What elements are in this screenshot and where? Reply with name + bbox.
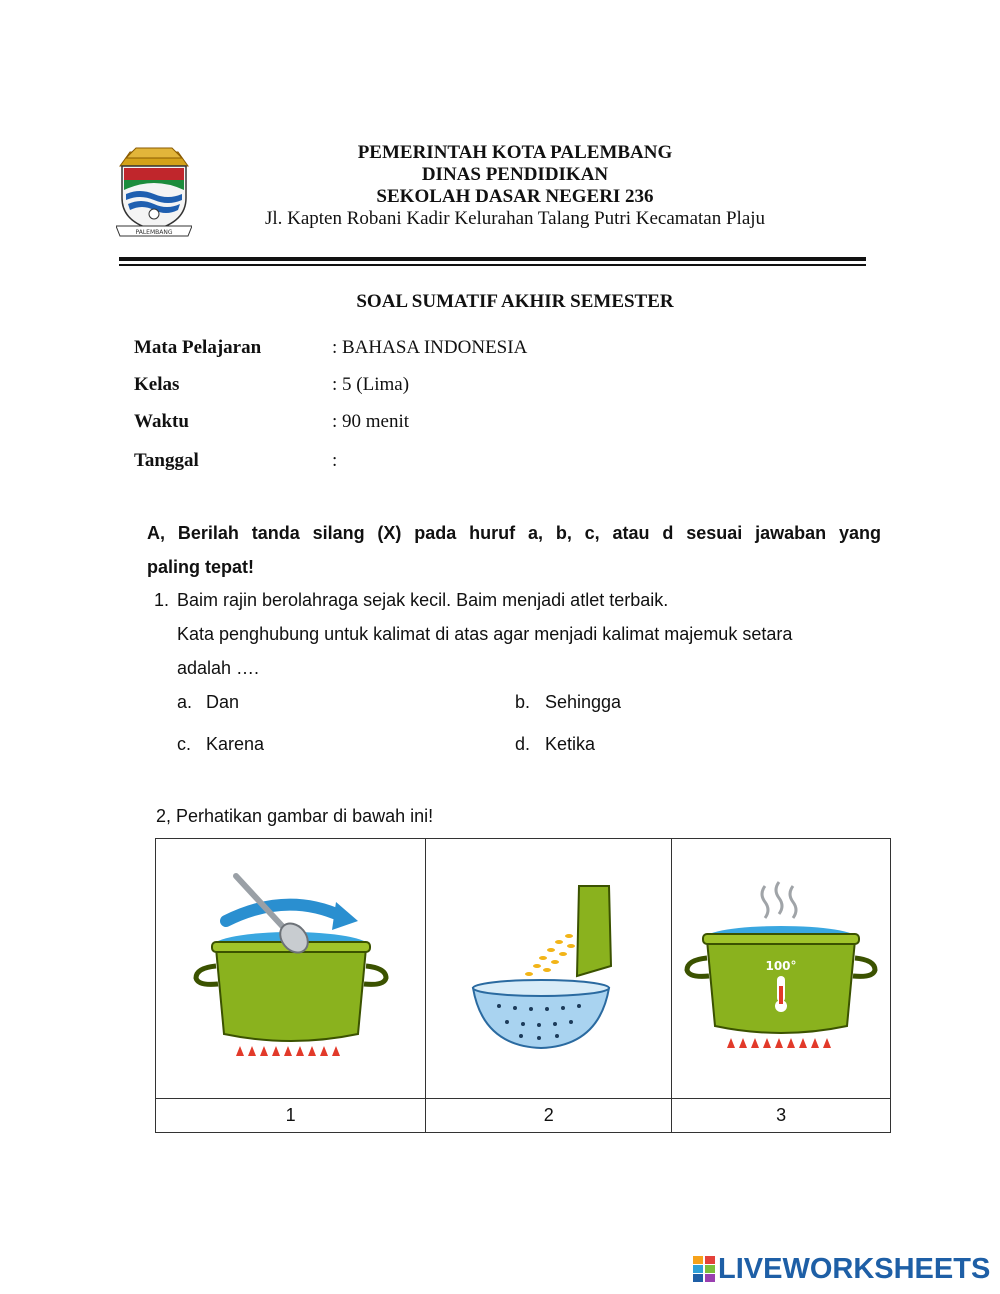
picture-number-2: 2 xyxy=(426,1099,672,1133)
option-b-letter: b. xyxy=(515,692,531,712)
info-value-subject: : BAHASA INDONESIA xyxy=(332,337,528,358)
liveworksheets-brand-text: LIVEWORKSHEETS xyxy=(718,1252,991,1285)
thermometer-label: 100° xyxy=(765,959,797,973)
instructions-line-2: paling tepat! xyxy=(147,557,254,577)
option-a-text[interactable]: Dan xyxy=(206,692,240,712)
letterhead-rule-thick xyxy=(119,257,866,261)
picture-number-3: 3 xyxy=(672,1099,891,1133)
picture-cell-3 xyxy=(672,839,891,1099)
option-c-text[interactable]: Karena xyxy=(206,734,265,754)
letterhead-government: PEMERINTAH KOTA PALEMBANG xyxy=(357,142,673,163)
logo-ribbon-text: PALEMBANG xyxy=(135,229,173,236)
info-label-time: Waktu xyxy=(134,411,189,432)
option-d-letter: d. xyxy=(515,734,531,754)
picture-cell-1 xyxy=(156,839,426,1099)
info-label-date: Tanggal xyxy=(134,450,199,471)
info-value-class: : 5 (Lima) xyxy=(332,374,410,395)
question-2-text: 2, Perhatikan gambar di bawah ini! xyxy=(156,806,434,826)
letterhead-address: Jl. Kapten Robani Kadir Kelurahan Talang Putri Kecamatan Plaju xyxy=(264,208,766,229)
picture-cell-2 xyxy=(426,839,672,1099)
info-value-date: : xyxy=(332,450,338,471)
instructions-line-1: A, Berilah tanda silang (X) pada huruf a, b, c, atau d sesuai jawaban yang xyxy=(147,523,881,543)
info-value-time: : 90 menit xyxy=(332,411,410,432)
option-a-letter: a. xyxy=(177,692,193,712)
pot-boiling-icon xyxy=(681,866,881,1066)
colander-rice-icon xyxy=(459,866,639,1066)
letterhead-rule-thin xyxy=(119,264,866,266)
pot-stirring-icon xyxy=(186,866,396,1066)
picture-table xyxy=(155,838,891,1133)
question-1-line-2: Kata penghubung untuk kalimat di atas agar menjadi kalimat majemuk setara xyxy=(177,624,793,644)
option-c-letter: c. xyxy=(177,734,192,754)
picture-number-1: 1 xyxy=(156,1099,426,1133)
question-1-line-3: adalah …. xyxy=(177,658,260,678)
letterhead-school: SEKOLAH DASAR NEGERI 236 xyxy=(376,186,654,207)
question-1-line-1: Baim rajin berolahraga sejak kecil. Baim menjadi atlet terbaik. xyxy=(177,590,669,610)
info-label-subject: Mata Pelajaran xyxy=(134,337,262,358)
question-1-number: 1. xyxy=(154,590,170,610)
option-b-text[interactable]: Sehingga xyxy=(545,692,622,712)
info-label-class: Kelas xyxy=(134,374,180,395)
liveworksheets-logo-icon xyxy=(693,1256,715,1282)
document-title: SOAL SUMATIF AKHIR SEMESTER xyxy=(356,291,674,312)
letterhead-department: DINAS PENDIDIKAN xyxy=(421,164,609,185)
option-d-text[interactable]: Ketika xyxy=(545,734,596,754)
liveworksheets-brand[interactable] xyxy=(693,1252,990,1286)
